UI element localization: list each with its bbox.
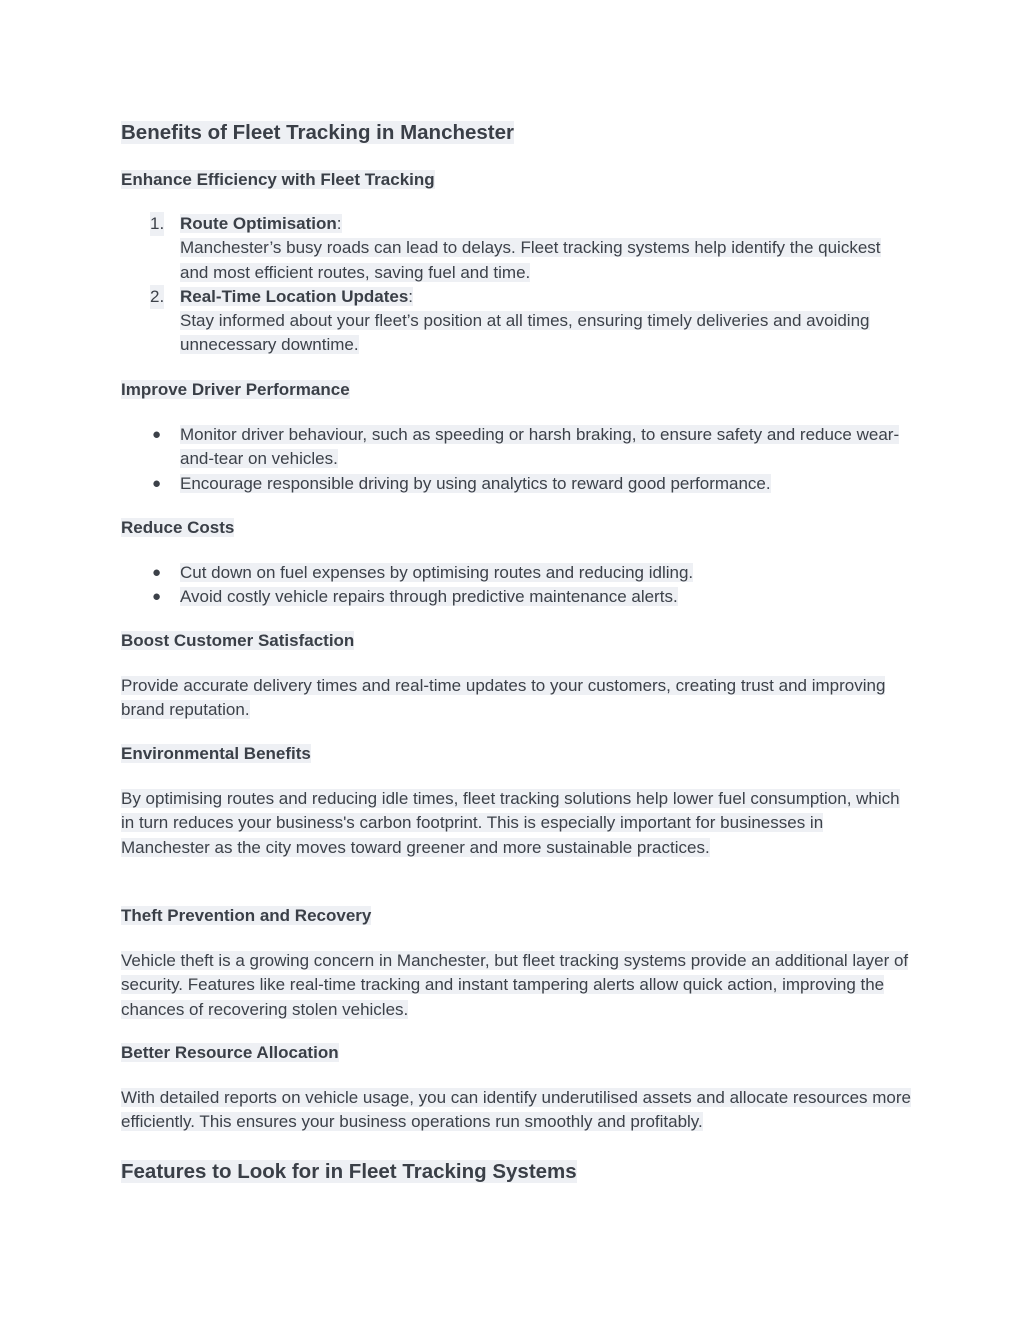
list-number: 1. xyxy=(150,212,164,236)
heading-theft: Theft Prevention and Recovery xyxy=(121,906,372,925)
item-label: Real-Time Location Updates xyxy=(180,286,409,306)
item-text: Stay informed about your fleet’s position at all times, ensuring timely deliveries and avoiding unnecessary downtime. xyxy=(180,311,870,355)
heading-efficiency: Enhance Efficiency with Fleet Tracking xyxy=(121,170,435,189)
page-title: Benefits of Fleet Tracking in Manchester xyxy=(121,121,515,144)
list-item: 1. Route Optimisation: Manchester’s busy roads can lead to delays. Fleet tracking systems help identify the quickest and most efficient routes, saving fuel and time. xyxy=(150,214,881,282)
heading-resource-allocation: Better Resource Allocation xyxy=(121,1043,339,1062)
item-label: Route Optimisation xyxy=(180,214,337,233)
item-text: Avoid costly vehicle repairs through predictive maintenance alerts. xyxy=(180,587,678,607)
numbered-list-efficiency xyxy=(121,212,911,358)
item-text: Monitor driver behaviour, such as speeding or harsh braking, to ensure safety and reduce wear-and-tear on vehicles. xyxy=(180,425,900,469)
item-text: Manchester’s busy roads can lead to delays. Fleet tracking systems help identify the quickest and most efficient routes, saving fuel and time. xyxy=(180,238,881,282)
list-number: 2. xyxy=(150,285,164,309)
heading-environmental: Environmental Benefits xyxy=(121,744,311,763)
bullet-icon: ● xyxy=(152,588,162,606)
paragraph-resources: With detailed reports on vehicle usage, you can identify underutilised assets and allocate resources more efficiently. This ensures your business operations run smoothly and profitably. xyxy=(121,1088,911,1132)
heading-driver-performance: Improve Driver Performance xyxy=(121,380,350,399)
paragraph-theft: Vehicle theft is a growing concern in Manchester, but fleet tracking systems provide an additional layer of security. Features like real-time tracking and instant tampering alerts allow quick action, improving the chances of recovering stolen vehicles. xyxy=(121,951,909,1019)
list-item xyxy=(121,561,911,585)
list-item: 2. Real-Time Location Updates: Stay informed about your fleet’s position at all times, ensuring timely deliveries and avoiding unnecessary downtime. xyxy=(150,286,870,355)
bullet-list-costs xyxy=(121,561,911,610)
heading-customer-satisfaction: Boost Customer Satisfaction xyxy=(121,631,355,650)
bullet-icon: ● xyxy=(152,426,162,443)
next-section-title: Features to Look for in Fleet Tracking Systems xyxy=(121,1160,577,1183)
heading-reduce-costs: Reduce Costs xyxy=(121,518,235,537)
list-item xyxy=(121,585,911,609)
paragraph-environmental: By optimising routes and reducing idle times, fleet tracking solutions help lower fuel consumption, which in turn reduces your business's carbon footprint. This is especially important for businesses in Manchester as the city moves toward greener and more sustainable practices. xyxy=(121,789,900,857)
bullet-icon: ● xyxy=(152,474,162,492)
list-item xyxy=(121,472,911,496)
bullet-icon: ● xyxy=(152,564,162,581)
paragraph-customer: Provide accurate delivery times and real-time updates to your customers, creating trust and improving brand reputation. xyxy=(121,676,886,720)
item-text: Cut down on fuel expenses by optimising routes and reducing idling. xyxy=(180,563,694,582)
bullet-list-driver xyxy=(121,423,911,496)
item-text: Encourage responsible driving by using analytics to reward good performance. xyxy=(180,473,771,493)
list-item xyxy=(121,423,911,472)
